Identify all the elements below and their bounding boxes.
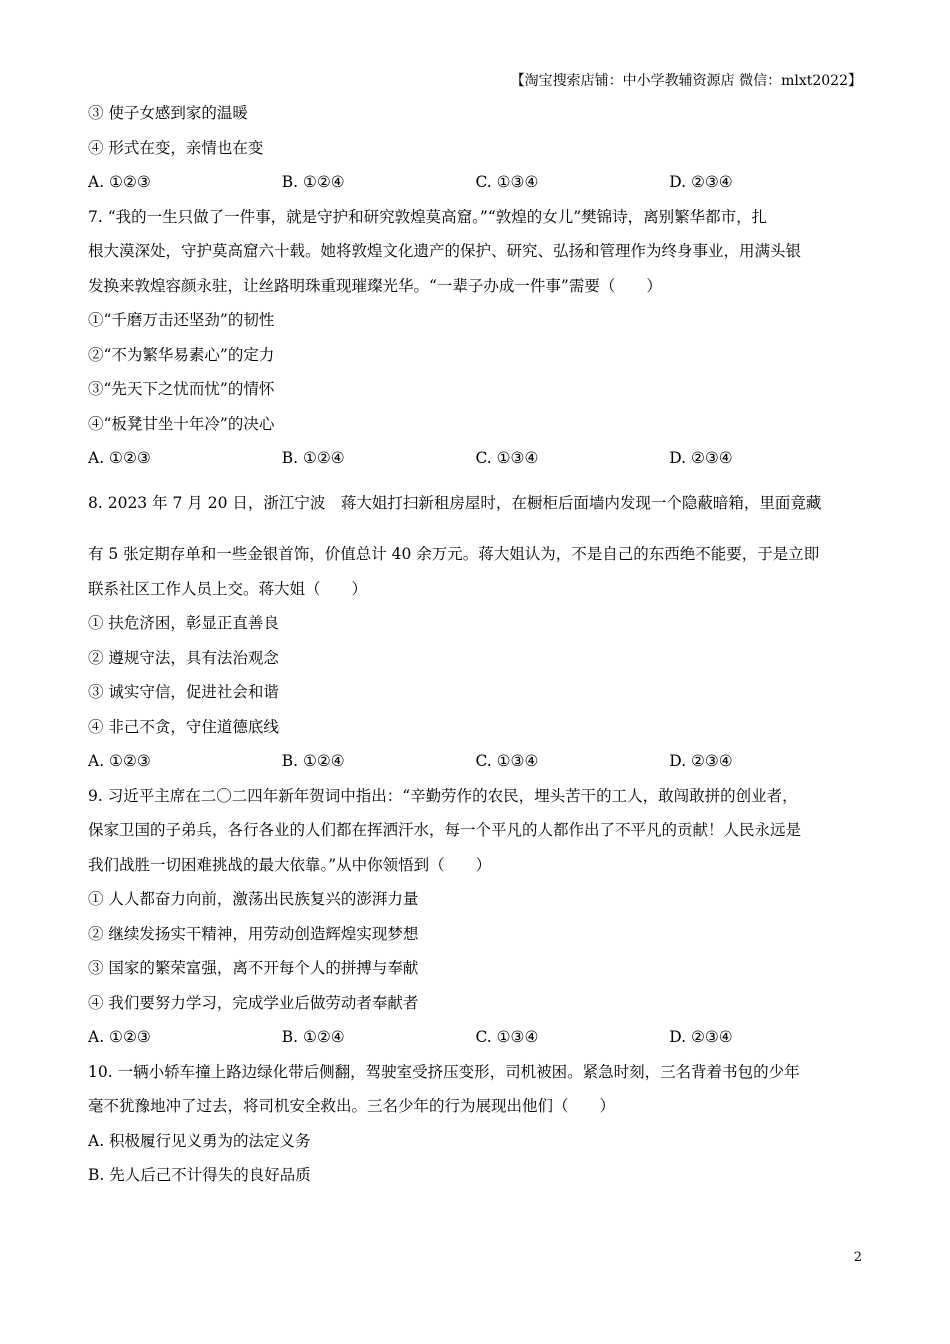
option-item: ④ 形式在变，亲情也在变: [88, 138, 264, 157]
choice-a: A. ①②③: [88, 173, 151, 191]
choice-c: C. ①③④: [475, 752, 539, 770]
option-item: ④ 我们要努力学习，完成学业后做劳动者奉献者: [88, 993, 419, 1012]
choice-c: C. ①③④: [475, 173, 539, 191]
question-stem-line: 根大漠深处，守护莫高窟六十载。她将敦煌文化遗产的保护、研究、弘扬和管理作为终身事业，用满头银: [88, 242, 802, 260]
answer-choices: [88, 165, 863, 200]
question-stem-line: 联系社区工作人员上交。蒋大姐（ ）: [88, 579, 368, 598]
question-stem-line: 毫不犹豫地冲了过去，将司机安全救出。三名少年的行为展现出他们（ ）: [88, 1097, 616, 1115]
option-item: ① 人人都奋力向前，激荡出民族复兴的澎湃力量: [88, 890, 419, 908]
answer-choices: [88, 441, 863, 476]
choice-b: B. ①②④: [281, 752, 345, 770]
option-item: ③“先天下之忧而忧”的情怀: [88, 380, 275, 398]
choice-d: D. ②③④: [669, 1028, 733, 1046]
question-stem-line: 发换来敦煌容颜永驻，让丝路明珠重现璀璨光华。“一辈子办成一件事”需要（ ）: [88, 276, 662, 295]
question-9: [88, 779, 863, 1055]
choice-b: B. ①②④: [281, 449, 345, 467]
option-item: ④“板凳甘坐十年冷”的决心: [88, 414, 275, 433]
option-item: B. 先人后己不计得失的良好品质: [88, 1166, 311, 1184]
question-stem-line: 保家卫国的子弟兵，各行各业的人们都在挥洒汗水，每一个平凡的人都作出了不平凡的贡献！人民永远是: [88, 821, 802, 839]
question-8: [88, 486, 863, 779]
choice-a: A. ①②③: [88, 752, 151, 770]
page-number: 2: [853, 1250, 862, 1265]
question-stem-line: 9. 习近平主席在二〇二四年新年贺词中指出：“辛勤劳作的农民，埋头苦干的工人，敢闯敢拼的创业者，: [88, 786, 798, 805]
question-7: [88, 200, 863, 476]
choice-b: B. ①②④: [281, 1028, 345, 1046]
choice-c: C. ①③④: [475, 449, 539, 467]
page-header: 【淘宝搜索店铺：中小学教辅资源店 微信：mlxt2022】: [510, 73, 862, 89]
question-stem-line: 7. “我的一生只做了一件事，就是守护和研究敦煌莫高窟。”“敦煌的女儿”樊锦诗，离别繁华都市，扎: [88, 207, 768, 226]
question-10: [88, 1055, 863, 1193]
option-item: ③ 诚实守信，促进社会和谐: [88, 683, 279, 701]
choice-b: B. ①②④: [281, 173, 345, 191]
choice-a: A. ①②③: [88, 1028, 151, 1046]
answer-choices: [88, 744, 863, 779]
question-6: [88, 96, 863, 200]
choice-d: D. ②③④: [669, 449, 733, 467]
option-item: A. 积极履行见义勇为的法定义务: [88, 1131, 311, 1150]
option-item: ③ 使子女感到家的温暖: [88, 104, 248, 122]
question-stem-line: 我们战胜一切困难挑战的最大依靠。”从中你领悟到（ ）: [88, 855, 492, 874]
option-item: ③ 国家的繁荣富强，离不开每个人的拼搏与奉献: [88, 959, 419, 977]
question-stem-line: 10. 一辆小轿车撞上路边绿化带后侧翻，驾驶室受挤压变形，司机被困。紧急时刻，三名背着书包的少年: [88, 1062, 800, 1081]
question-stem-line: 8. 2023 年 7 月 20 日，浙江宁波 蒋大姐打扫新租房屋时，在橱柜后面墙内发现一个隐蔽暗箱，里面竟藏: [88, 493, 822, 512]
option-item: ②“不为繁华易素心”的定力: [88, 345, 275, 364]
document-body: [88, 96, 863, 1193]
option-item: ④ 非己不贪，守住道德底线: [88, 717, 279, 736]
option-item: ② 遵规守法，具有法治观念: [88, 648, 279, 667]
choice-d: D. ②③④: [669, 752, 733, 770]
option-item: ② 继续发扬实干精神，用劳动创造辉煌实现梦想: [88, 924, 419, 943]
choice-c: C. ①③④: [475, 1028, 539, 1046]
answer-choices: [88, 1020, 863, 1055]
option-item: ①“千磨万击还坚劲”的韧性: [88, 311, 275, 329]
question-stem-line: 有 5 张定期存单和一些金银首饰，价值总计 40 余万元。蒋大姐认为，不是自己的东西绝不能要，于是立即: [88, 545, 820, 563]
choice-a: A. ①②③: [88, 449, 151, 467]
option-item: ① 扶危济困，彰显正直善良: [88, 614, 279, 632]
choice-d: D. ②③④: [669, 173, 733, 191]
